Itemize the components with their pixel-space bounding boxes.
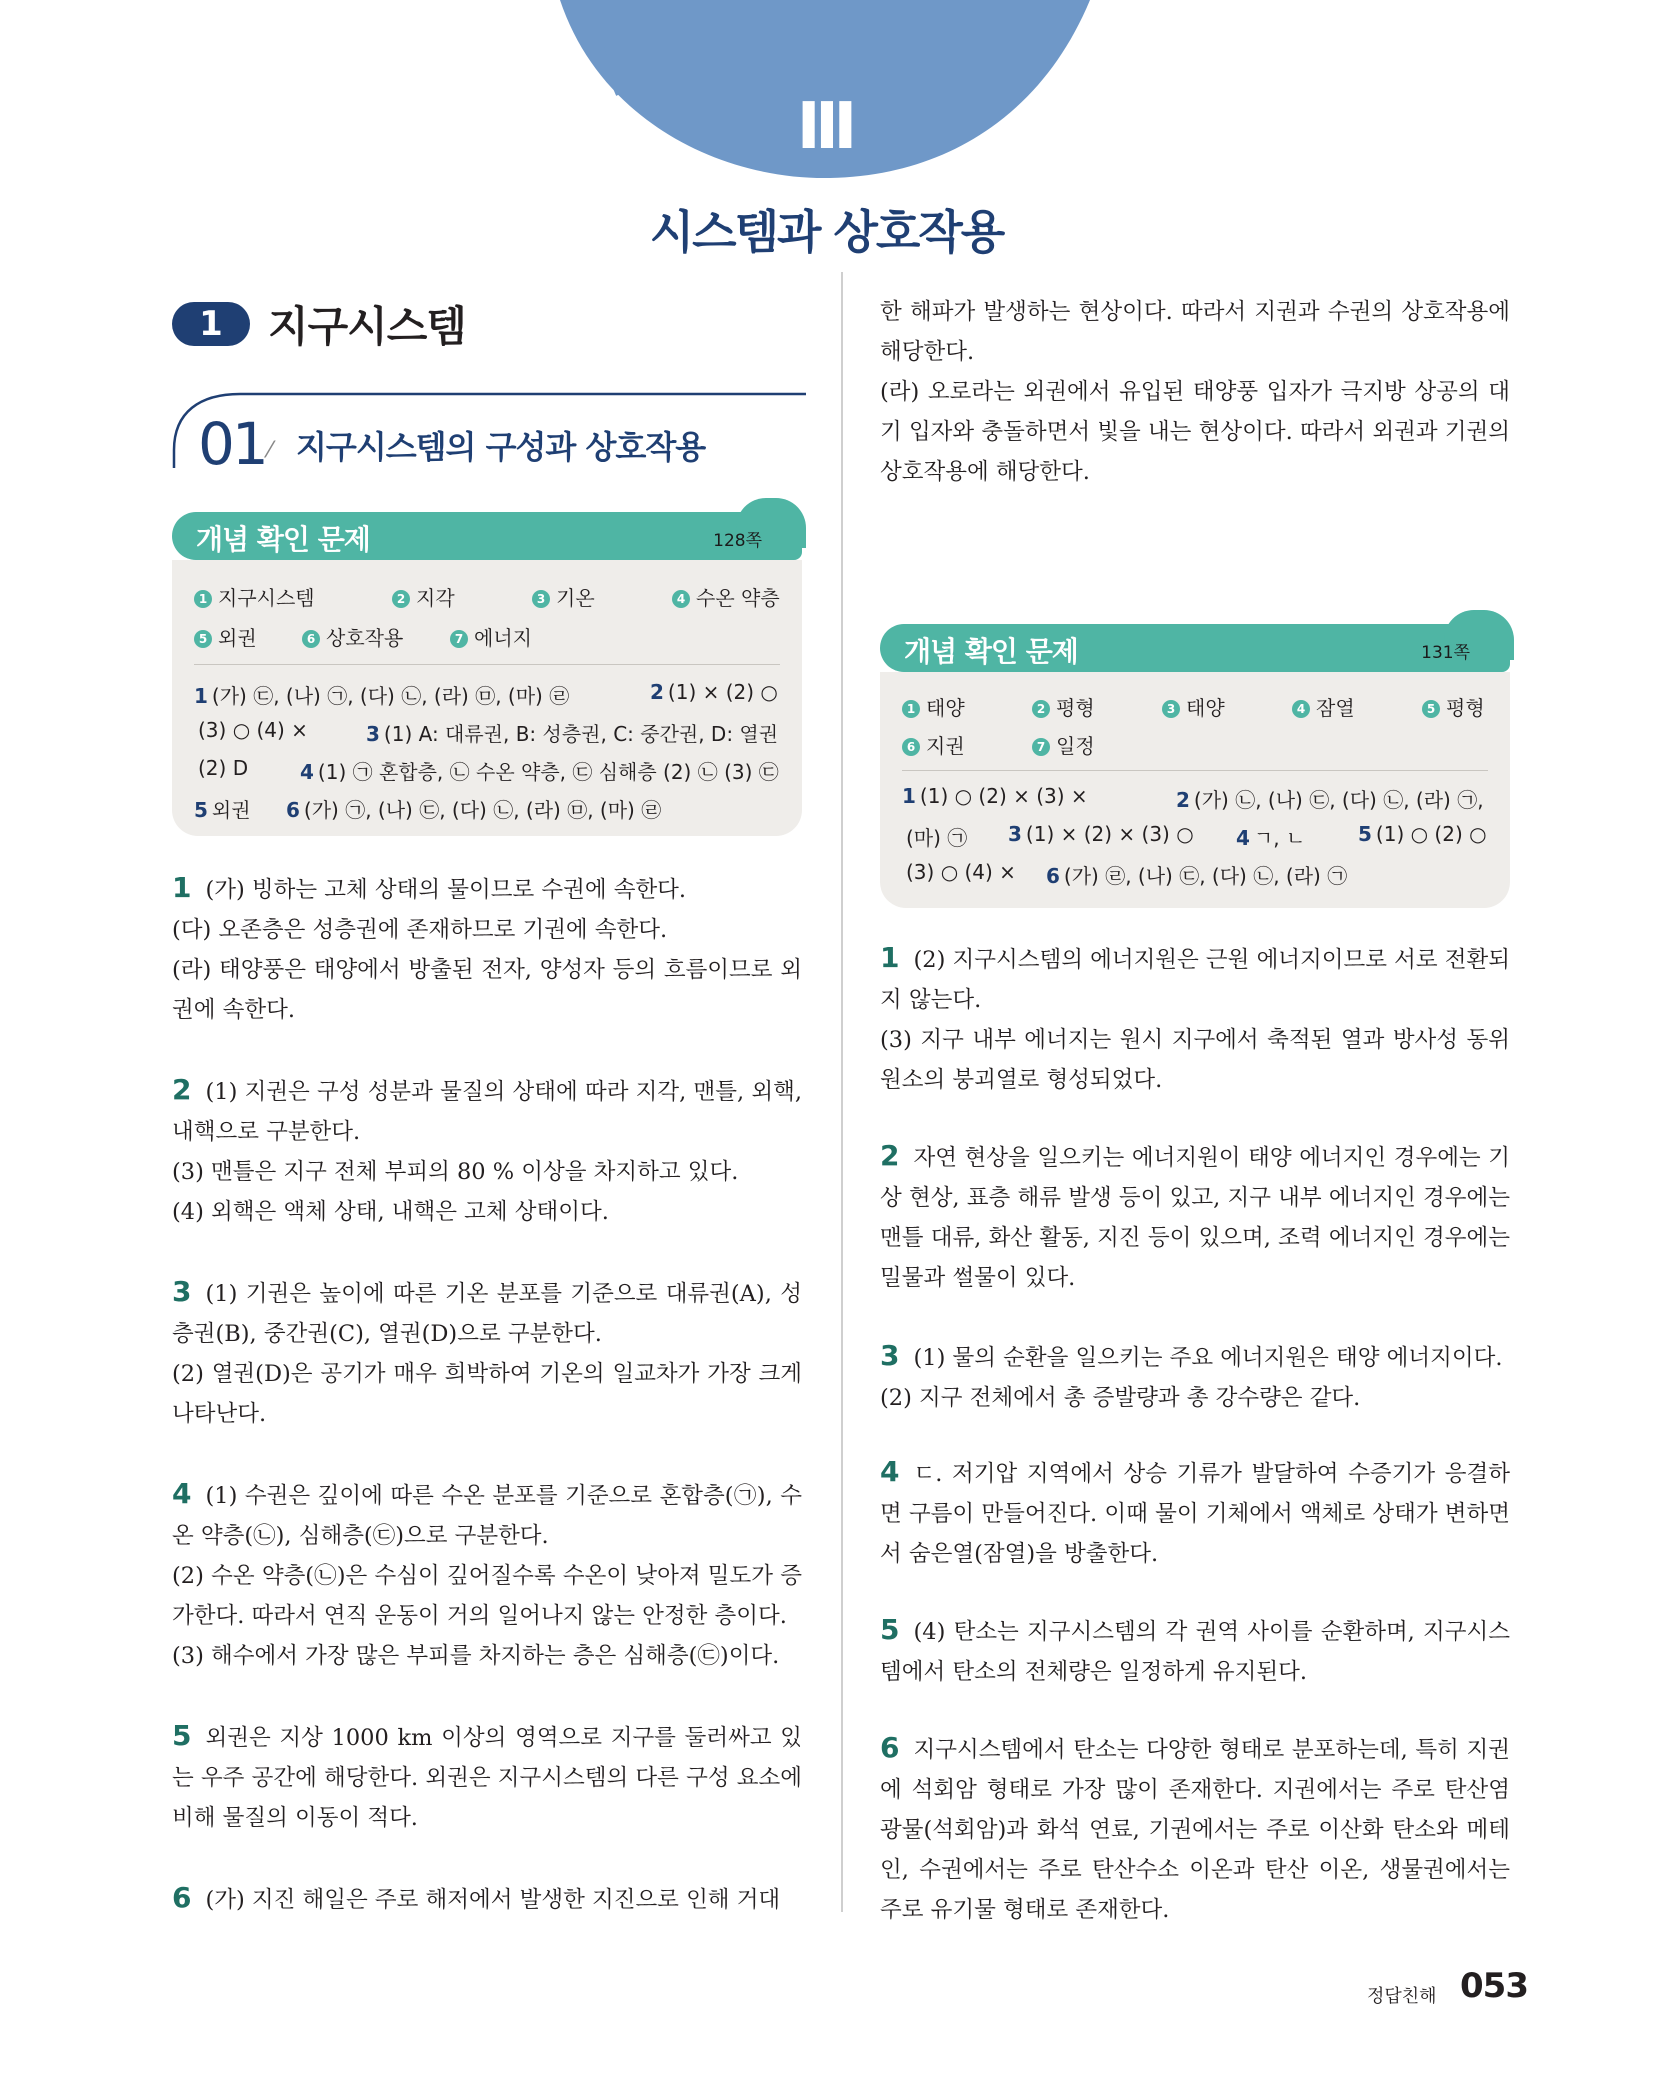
keyword-item: 3 기온 [532, 582, 595, 611]
keyword-item: 7 에너지 [450, 622, 532, 651]
answer-item: 4 ㄱ, ㄴ [1236, 826, 1306, 850]
keyword-item: 6 지권 [902, 730, 965, 759]
keyword-item: 2 평형 [1032, 692, 1095, 721]
explanation-r1: 1 (2) 지구시스템의 에너지원은 근원 에너지이므로 서로 전환되지 않는다. (3) 지구 내부 에너지는 원시 지구에서 축적된 열과 방사성 동위원소의 붕괴열로 형성되었다. [880, 941, 1510, 1093]
unit-numeral: Ⅲ [796, 90, 856, 164]
keyword-item: 6 상호작용 [302, 622, 403, 651]
explanation-5: 5 외권은 지상 1000 km 이상의 영역으로 지구를 둘러싸고 있는 우주 공간에 해당한다. 외권은 지구시스템의 다른 구성 요소에 비해 물질의 이동이 적다. [172, 1719, 802, 1831]
answer-item: (3) ○ (4) × [906, 860, 1016, 884]
keyword-item: 5 외권 [194, 622, 257, 651]
answer-item: 6 (가) ㉣, (나) ㉢, (다) ㉡, (라) ㉠ [1046, 864, 1348, 888]
answer-item: 5 (1) ○ (2) ○ [1358, 822, 1487, 846]
keyword-item: 5 평형 [1422, 692, 1485, 721]
keyword-item: 7 일정 [1032, 730, 1095, 759]
chapter-title: 지구시스템 [268, 302, 466, 351]
keyword-item: 3 태양 [1162, 692, 1225, 721]
answer-item: 1 (가) ㉢, (나) ㉠, (다) ㉡, (라) ㉤, (마) ㉣ [194, 684, 570, 708]
answer-item: 3 (1) × (2) × (3) ○ [1008, 822, 1194, 846]
concept-check-page: 131쪽 [1421, 643, 1470, 663]
concept-check-label: 개념 확인 문제 [196, 523, 370, 556]
explanation-r4: 4 ㄷ. 저기압 지역에서 상승 기류가 발달하여 수증기가 응결하면 구름이 만들어진다. 이때 물이 기체에서 액체로 상태가 변하면서 숨은열(잠열)을 방출한다. [880, 1455, 1510, 1567]
answer-item: 4 (1) ㉠ 혼합층, ㉡ 수온 약층, ㉢ 심해층 (2) ㉡ (3) ㉢ [300, 760, 779, 784]
section-number: 01 [198, 410, 266, 478]
explanation-6-continued: 한 해파가 발생하는 현상이다. 따라서 지권과 수권의 상호작용에 해당한다. (라) 오로라는 외권에서 유입된 태양풍 입자가 극지방 상공의 대기 입자와 충돌하면서 빛을 내는 현상이다. 따라서 외권과 기권의 상호작용에 해당한다. [880, 299, 1510, 485]
chapter-number-badge: 1 [172, 302, 250, 346]
answer-item: 2 (가) ㉡, (나) ㉢, (다) ㉡, (라) ㉠, [1176, 788, 1484, 812]
section-title: 지구시스템의 구성과 상호작용 [296, 428, 706, 466]
answer-item: 1 (1) ○ (2) × (3) × [902, 784, 1088, 808]
explanation-r2: 2 자연 현상을 일으키는 에너지원이 태양 에너지인 경우에는 기상 현상, 표층 해류 발생 등이 있고, 지구 내부 에너지인 경우에는 맨틀 대류, 화산 활동, 지진 등이 있으며, 조력 에너지인 경우에는 밀물과 썰물이 있다. [880, 1139, 1510, 1291]
column-divider [841, 272, 843, 1912]
answer-item: (3) ○ (4) × [198, 718, 308, 742]
concept-check-page: 128쪽 [713, 531, 762, 551]
keyword-item: 4 수온 약층 [672, 582, 780, 611]
explanation-6: 6 (가) 지진 해일은 주로 해저에서 발생한 지진으로 인해 거대 [172, 1881, 781, 1914]
answer-item: 6 (가) ㉠, (나) ㉢, (다) ㉡, (라) ㉤, (마) ㉣ [286, 798, 662, 822]
explanation-2: 2 (1) 지권은 구성 성분과 물질의 상태에 따라 지각, 맨틀, 외핵, 내핵으로 구분한다. (3) 맨틀은 지구 전체 부피의 80 % 이상을 차지하고 있다. (4) 외핵은 액체 상태, 내핵은 고체 상태이다. [172, 1073, 802, 1225]
explanation-3: 3 (1) 기권은 높이에 따른 기온 분포를 기준으로 대류권(A), 성층권(B), 중간권(C), 열권(D)으로 구분한다. (2) 열권(D)은 공기가 매우 희박하여 기온의 일교차가 가장 크게 나타난다. [172, 1275, 802, 1427]
explanation-1: 1 (가) 빙하는 고체 상태의 물이므로 수권에 속한다. (다) 오존층은 성층권에 존재하므로 기권에 속한다. (라) 태양풍은 태양에서 방출된 전자, 양성자 등의 흐름이므로 외권에 속한다. [172, 871, 802, 1023]
explanation-r3: 3 (1) 물의 순환을 일으키는 주요 에너지원은 태양 에너지이다. (2) 지구 전체에서 총 증발량과 총 강수량은 같다. [880, 1339, 1503, 1411]
keyword-item: 1 태양 [902, 692, 965, 721]
answer-item: 5 외권 [194, 798, 251, 822]
section-slash: ⁄ [268, 438, 272, 463]
answer-item: 3 (1) A: 대류권, B: 성층권, C: 중간권, D: 열권 [366, 722, 779, 746]
explanation-r5: 5 (4) 탄소는 지구시스템의 각 권역 사이를 순환하며, 지구시스템에서 탄소의 전체량은 일정하게 유지된다. [880, 1613, 1510, 1685]
keyword-item: 4 잠열 [1292, 692, 1355, 721]
keyword-item: 1 지구시스템 [194, 582, 315, 611]
concept-check-box-2 [880, 672, 1510, 908]
footer-label: 정답친해 [1367, 1986, 1437, 2007]
box-separator [194, 664, 780, 665]
concept-check-label: 개념 확인 문제 [904, 635, 1078, 668]
answer-item: (마) ㉠ [906, 826, 968, 850]
concept-check-bar-2 [880, 624, 1510, 672]
answer-item: 2 (1) × (2) ○ [650, 680, 778, 704]
concept-check-bar-1 [172, 512, 802, 560]
unit-title: 시스템과 상호작용 [649, 205, 1004, 259]
explanation-4: 4 (1) 수권은 깊이에 따른 수온 분포를 기준으로 혼합층(㉠), 수온 약층(㉡), 심해층(㉢)으로 구분한다. (2) 수온 약층(㉡)은 수심이 깊어질수록 수온이 낮아져 밀도가 증가한다. 따라서 연직 운동이 거의 일어나지 않는 안정한 층이다. (3) 해수에서 가장 많은 부피를 차지하는 층은 심해층(㉢)이다. [172, 1477, 802, 1669]
page-number: 053 [1460, 1966, 1528, 2006]
concept-check-box-1 [172, 560, 802, 836]
box-separator [902, 770, 1488, 771]
explanation-r6: 6 지구시스템에서 탄소는 다양한 형태로 분포하는데, 특히 지권에 석회암 형태로 가장 많이 존재한다. 지권에서는 주로 탄산염 광물(석회암)과 화석 연료, 기권에서는 주로 이산화 탄소와 메테인, 수권에서는 주로 탄산수소 이온과 탄산 이온, 생물권에서는 주로 유기물 형태로 존재한다. [880, 1731, 1510, 1923]
keyword-item: 2 지각 [392, 582, 455, 611]
answer-item: (2) D [198, 756, 249, 780]
